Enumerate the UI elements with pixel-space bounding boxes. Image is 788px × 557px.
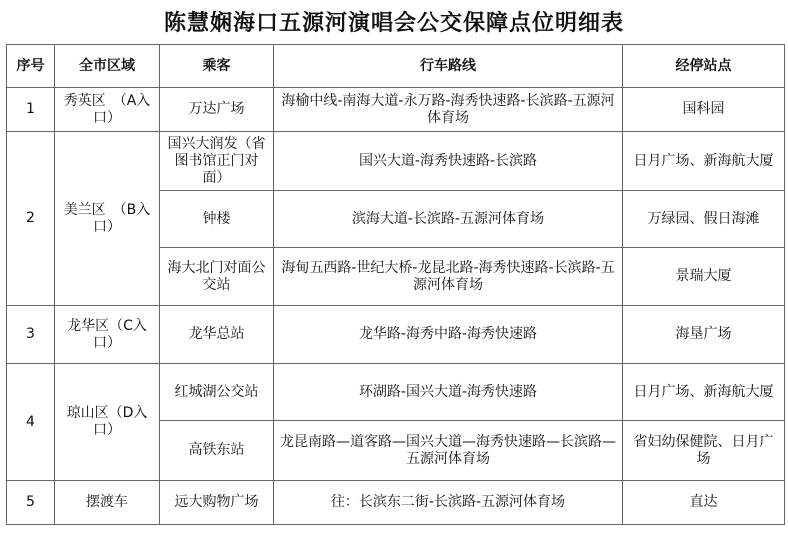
via-cell: 海垦广场: [623, 306, 785, 364]
area-cell: 摆渡车: [55, 481, 160, 525]
route-cell: 滨海大道-长滨路-五源河体育场: [274, 191, 623, 248]
via-cell: 万绿园、假日海滩: [623, 191, 785, 248]
stop-cell: 钟楼: [160, 191, 274, 248]
row-number: 1: [7, 88, 55, 132]
bus-schedule-table: [6, 44, 785, 525]
route-cell: 往：长滨东二街-长滨路-五源河体育场: [274, 481, 623, 525]
row-number: 5: [7, 481, 55, 525]
route-cell: 海榆中线-南海大道-永万路-海秀快速路-长滨路-五源河体育场: [274, 88, 623, 132]
table-row: [7, 132, 785, 191]
row-number: 2: [7, 132, 55, 306]
table-row: [7, 364, 785, 421]
table-header-row: [7, 45, 785, 88]
stop-cell: 龙华总站: [160, 306, 274, 364]
stop-cell: 万达广场: [160, 88, 274, 132]
via-cell: 景瑞大厦: [623, 248, 785, 306]
header-no: 序号: [7, 45, 55, 88]
via-cell: 国科园: [623, 88, 785, 132]
header-stop: 乘客: [160, 45, 274, 88]
via-cell: 日月广场、新海航大厦: [623, 132, 785, 191]
stop-cell: 远大购物广场: [160, 481, 274, 525]
area-cell: 琼山区（D入口）: [55, 364, 160, 481]
header-area: 全市区域: [55, 45, 160, 88]
via-cell: 直达: [623, 481, 785, 525]
via-cell: 日月广场、新海航大厦: [623, 364, 785, 421]
area-cell: 美兰区 （B入口）: [55, 132, 160, 306]
via-cell: 省妇幼保健院、日月广场: [623, 421, 785, 481]
route-cell: 国兴大道-海秀快速路-长滨路: [274, 132, 623, 191]
route-cell: 龙华路-海秀中路-海秀快速路: [274, 306, 623, 364]
table-row: [7, 88, 785, 132]
route-cell: 海甸五西路-世纪大桥-龙昆北路-海秀快速路-长滨路-五源河体育场: [274, 248, 623, 306]
table-row: [7, 306, 785, 364]
page-title: 陈慧娴海口五源河演唱会公交保障点位明细表: [163, 11, 624, 36]
stop-cell: 国兴大润发（省图书馆正门对面）: [160, 132, 274, 191]
area-cell: 秀英区 （A入口）: [55, 88, 160, 132]
route-cell: 龙昆南路—道客路—国兴大道—海秀快速路—长滨路—五源河体育场: [274, 421, 623, 481]
route-cell: 环湖路-国兴大道-海秀快速路: [274, 364, 623, 421]
header-route: 行车路线: [274, 45, 623, 88]
stop-cell: 红城湖公交站: [160, 364, 274, 421]
row-number: 3: [7, 306, 55, 364]
stop-cell: 高铁东站: [160, 421, 274, 481]
header-via: 经停站点: [623, 45, 785, 88]
table-row: [7, 481, 785, 525]
stop-cell: 海大北门对面公交站: [160, 248, 274, 306]
row-number: 4: [7, 364, 55, 481]
area-cell: 龙华区（C入口）: [55, 306, 160, 364]
